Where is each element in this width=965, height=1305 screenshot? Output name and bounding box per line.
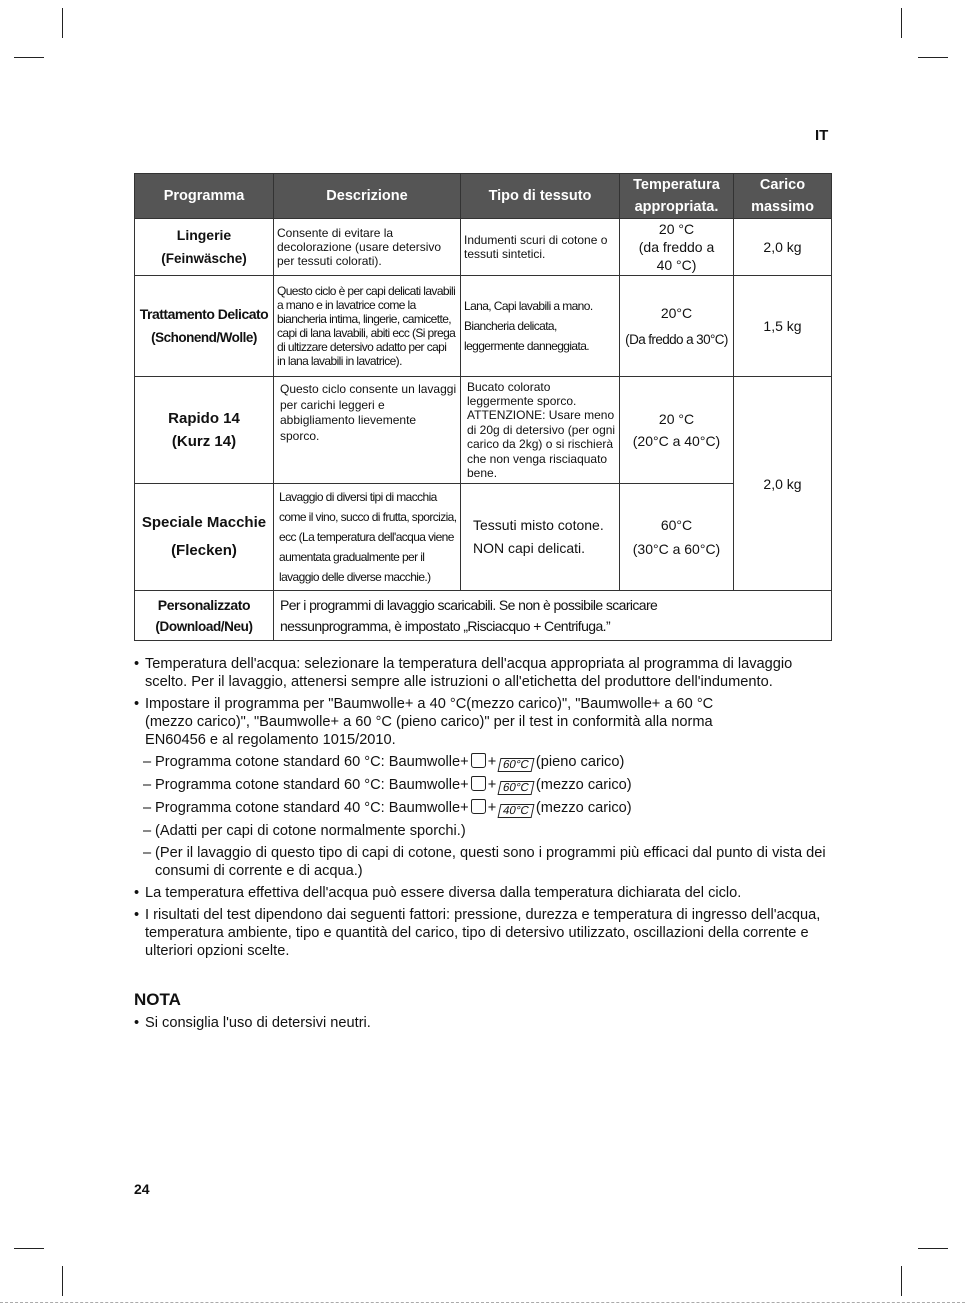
note-dash-item [134, 822, 834, 840]
dash-text: Programma cotone standard 60 °C: Baumwolle+ [155, 754, 469, 770]
temperature-line1: 20°C [660, 305, 693, 321]
crop-mark [901, 1266, 902, 1296]
note-bullet: • I risultati del test dipendono dai seguenti fattori: pressione, durezza e temperatura di ingresso dell'acqua, temperatura ambiente, tipo e quantità del carico, tipo di detersivo utilizzato, oscillazioni della corrente e ulteriori opzioni scelte. [134, 906, 834, 960]
header-load-line2: massimo [751, 199, 814, 215]
temperature-line2: (20°C a 40°C) [632, 433, 721, 449]
program-name: Personalizzato [157, 596, 251, 613]
temperature-line2: (da freddo a [638, 239, 715, 255]
page-edge-dashed-line [0, 1302, 965, 1303]
dash-text: Programma cotone standard 40 °C: Baumwolle+ [155, 800, 469, 816]
note-dash-item [134, 776, 834, 795]
program-name-cell [135, 276, 274, 377]
cotton-program-icon [471, 776, 486, 791]
crop-mark [918, 57, 948, 58]
program-table [134, 173, 832, 641]
header-load [734, 174, 832, 219]
nota-bullet: • Si consiglia l'uso di detersivi neutri. [134, 1015, 371, 1031]
description-cell: Consente di evitare la decolorazione (usare detersivo per tessuti colorati). [274, 219, 461, 276]
description-cell: Questo ciclo è per capi delicati lavabili a mano e in lavatrice come la biancheria intima, lingerie, camicette, capi di lana lavabili, abiti ecc (Si prega di ultizzare detersivo adatto per capi in lana lavabili in lavatrice). [274, 276, 461, 377]
program-name-cell [135, 377, 274, 484]
program-name-sub: (Schonend/Wolle) [151, 330, 257, 345]
temperature-line1: 20 °C [658, 221, 695, 237]
description-cell [274, 591, 832, 641]
cotton-program-icon [471, 753, 486, 768]
crop-mark [62, 1266, 63, 1296]
description-line1: Per i programmi di lavaggio scaricabili. Se non è possibile scaricare [280, 596, 658, 613]
program-name-cell [135, 219, 274, 276]
crop-mark [62, 8, 63, 38]
program-name-sub: (Kurz 14) [171, 433, 237, 450]
page-number: 24 [134, 1181, 150, 1197]
dash-marker: – [143, 823, 152, 839]
dash-suffix: (mezzo carico) [535, 777, 632, 793]
program-name: Lingerie [176, 227, 232, 243]
program-name-sub: (Download/Neu) [155, 618, 253, 634]
temperature-cell [620, 484, 734, 591]
dash-text: Programma cotone standard 60 °C: Baumwolle+ [155, 777, 469, 793]
table-header-row [135, 174, 832, 219]
header-temperature-line2: appropriata. [634, 199, 719, 215]
dash-marker: – [143, 754, 152, 770]
program-name: Trattamento Delicato [139, 306, 269, 322]
nota-heading: NOTA [134, 990, 181, 1009]
temperature-line3: 40 °C) [656, 257, 697, 273]
table-row [135, 219, 832, 276]
cotton-program-icon [471, 799, 486, 814]
table-row [135, 484, 832, 591]
program-name-cell [135, 591, 274, 641]
program-name: Rapido 14 [168, 410, 240, 427]
fabric-line2: NON capi delicati. [473, 540, 586, 556]
crop-mark [901, 8, 902, 38]
note-dash-item [134, 844, 834, 880]
temperature-line2: (30°C a 60°C) [632, 541, 721, 557]
dash-marker: – [143, 777, 152, 793]
dash-text: (Adatti per capi di cotone normalmente sporchi.) [155, 823, 466, 839]
crop-mark [14, 57, 44, 58]
note-dash-item [134, 799, 834, 818]
table-row [135, 591, 832, 641]
dash-text: (Per il lavaggio di questo tipo di capi di cotone, questi sono i programmi più efficaci dal punto di vista dei consumi di corrente e di acqua.) [155, 845, 826, 879]
dash-suffix: (mezzo carico) [535, 800, 632, 816]
temperature-line1: 60°C [660, 517, 693, 533]
program-name-sub: (Feinwäsche) [161, 251, 247, 266]
plus-sign: + [487, 777, 497, 793]
note-dash-item [134, 753, 834, 772]
temperature-cell [620, 377, 734, 484]
temperature-line1: 20 °C [658, 411, 695, 427]
note-bullet: • Temperatura dell'acqua: selezionare la temperatura dell'acqua appropriata al programma di lavaggio scelto. Per il lavaggio, attenersi sempre alle istruzioni o all'etichetta del produttore dell'indumento. [134, 655, 834, 691]
fabric-cell: Bucato colorato leggermente sporco. ATTENZIONE: Usare meno di 20g di detersivo (per ogni carico da 2kg) o si rischierà che non venga risciaquato bene. [461, 377, 620, 484]
header-temperature-line1: Temperatura [633, 177, 720, 193]
dash-suffix: (pieno carico) [535, 754, 625, 770]
notes-section [134, 655, 834, 964]
temperature-setting-icon: 60°C [498, 781, 535, 795]
header-program: Programma [135, 174, 274, 219]
load-cell: 2,0 kg [734, 377, 832, 591]
description-cell: Questo ciclo consente un lavaggi per carichi leggeri e abbigliamento lievemente sporco. [274, 377, 461, 484]
note-bullet: • Impostare il programma per "Baumwolle+ a 40 °C(mezzo carico)", "Baumwolle+ a 60 °C (mezzo carico)", "Baumwolle+ a 60 °C (pieno carico)" per il test in conformità alla norma EN60456 e al regolamento 1015/2010. [134, 695, 765, 749]
fabric-cell [461, 484, 620, 591]
load-cell: 1,5 kg [734, 276, 832, 377]
temperature-setting-icon: 40°C [498, 804, 535, 818]
plus-sign: + [487, 754, 497, 770]
load-cell: 2,0 kg [734, 219, 832, 276]
note-bullet: • La temperatura effettiva dell'acqua può essere diversa dalla temperatura dichiarata del ciclo. [134, 884, 834, 902]
program-name-sub: (Flecken) [171, 542, 237, 559]
header-description: Descrizione [274, 174, 461, 219]
program-name: Speciale Macchie [141, 514, 267, 531]
description-line2: nessunprogramma, è impostato „Risciacquo + Centrifuga.” [280, 617, 611, 634]
fabric-cell: Indumenti scuri di cotone o tessuti sintetici. [461, 219, 620, 276]
temperature-cell [620, 276, 734, 377]
plus-sign: + [487, 800, 497, 816]
temperature-cell [620, 219, 734, 276]
header-load-line1: Carico [759, 177, 806, 193]
crop-mark [14, 1248, 44, 1249]
temperature-line2: (Da freddo a 30°C) [625, 332, 728, 347]
fabric-cell: Lana, Capi lavabili a mano. Biancheria delicata, leggermente danneggiata. [461, 276, 620, 377]
description-cell: Lavaggio di diversi tipi di macchia come il vino, succo di frutta, sporcizia, ecc (La temperatura dell'acqua viene aumentata gradualmente per il lavaggio delle diverse macchie.) [274, 484, 461, 591]
dash-marker: – [143, 845, 152, 861]
table-row [135, 276, 832, 377]
dash-marker: – [143, 800, 152, 816]
table-row [135, 377, 832, 484]
fabric-line1: Tessuti misto cotone. [473, 517, 604, 533]
program-name-cell [135, 484, 274, 591]
header-temperature [620, 174, 734, 219]
language-code: IT [815, 127, 829, 144]
header-fabric: Tipo di tessuto [461, 174, 620, 219]
temperature-setting-icon: 60°C [498, 758, 535, 772]
crop-mark [918, 1248, 948, 1249]
